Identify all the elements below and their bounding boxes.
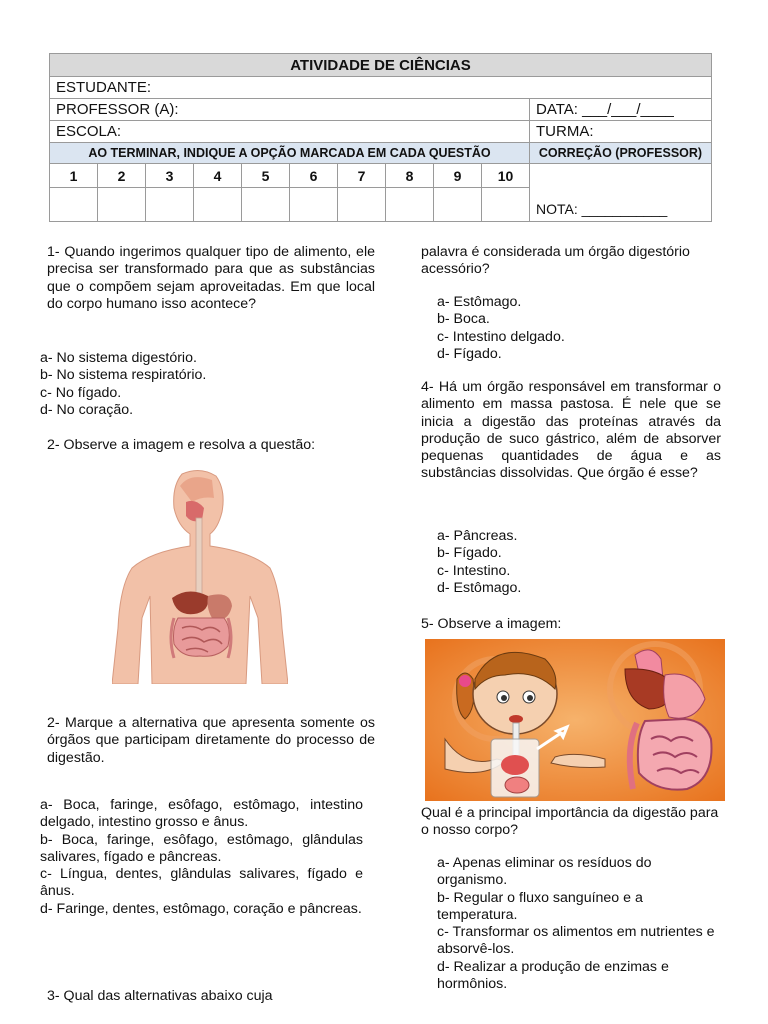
answer-instruction: AO TERMINAR, INDIQUE A OPÇÃO MARCADA EM CADA QUESTÃO — [50, 143, 530, 164]
date-field: DATA: ___/___/____ — [530, 99, 712, 121]
student-field: ESTUDANTE: — [50, 77, 712, 99]
question-2-text: 2- Marque a alternativa que apresenta somente os órgãos que participam diretamente do processo de digestão. — [47, 715, 375, 766]
option: c- Intestino delgado. — [437, 328, 565, 345]
answer-number: 8 — [386, 164, 434, 188]
question-1-options — [40, 350, 370, 419]
worksheet-title: ATIVIDADE DE CIÊNCIAS — [50, 54, 712, 77]
answer-number: 4 — [194, 164, 242, 188]
correction-label: CORREÇÃO (PROFESSOR) — [530, 143, 712, 164]
question-2-options — [40, 797, 363, 918]
answer-number: 6 — [290, 164, 338, 188]
option: c- Língua, dentes, glândulas salivares, fígado e ânus. — [40, 866, 363, 900]
question-5-options — [437, 855, 717, 993]
option: b- Fígado. — [437, 545, 502, 562]
question-2-intro: 2- Observe a imagem e resolva a questão: — [47, 437, 316, 453]
answer-box[interactable] — [386, 188, 434, 222]
option: c- Intestino. — [437, 562, 511, 579]
option: b- No sistema respiratório. — [40, 367, 207, 384]
answer-box[interactable] — [482, 188, 530, 222]
answer-number: 10 — [482, 164, 530, 188]
option: a- Estômago. — [437, 294, 522, 310]
answer-box[interactable] — [290, 188, 338, 222]
digestive-system-illustration — [112, 468, 288, 684]
option: d- Faringe, dentes, estômago, coração e pâncreas. — [40, 900, 362, 917]
option: b- Regular o fluxo sanguíneo e a temperatura. — [437, 889, 643, 923]
answer-box[interactable] — [194, 188, 242, 222]
option: a- Pâncreas. — [437, 528, 518, 544]
question-4-options — [437, 528, 727, 597]
answer-number: 9 — [434, 164, 482, 188]
cartoon-digestion-illustration — [425, 639, 725, 801]
answer-box[interactable] — [338, 188, 386, 222]
option: d- Estômago. — [437, 579, 522, 596]
question-3-options — [437, 294, 727, 363]
question-5-text: Qual é a principal importância da digestão para o nosso corpo? — [421, 805, 719, 839]
option: d- Realizar a produção de enzimas e hormônios. — [437, 958, 669, 993]
school-field: ESCOLA: — [50, 121, 530, 143]
question-3-text-start: 3- Qual das alternativas abaixo cuja — [47, 988, 273, 1004]
answer-box[interactable] — [98, 188, 146, 222]
answer-number: 1 — [50, 164, 98, 188]
answer-number: 7 — [338, 164, 386, 188]
answer-box[interactable] — [242, 188, 290, 222]
option: d- No coração. — [40, 401, 134, 418]
option: b- Boca, faringe, esôfago, estômago, glândulas salivares, fígado e pâncreas. — [40, 831, 363, 865]
answer-number: 2 — [98, 164, 146, 188]
option: a- No sistema digestório. — [40, 350, 197, 366]
option: b- Boca. — [437, 311, 490, 328]
question-4-text: 4- Há um órgão responsável em transformar o alimento em massa pastosa. É nele que se inicia a digestão das proteínas através da produção de suco gástrico, além de absorver pequenas quantidades de água e as substâncias dissolvidas. Que órgão é esse? — [421, 379, 721, 482]
question-1-text: 1- Quando ingerimos qualquer tipo de alimento, ele precisa ser transformado para que as substâncias que o compõem sejam aproveitadas. Em que local do corpo humano isso acontece? — [47, 244, 375, 312]
option: d- Fígado. — [437, 345, 502, 362]
answer-box[interactable] — [50, 188, 98, 222]
option: a- Boca, faringe, esôfago, estômago, intestino delgado, intestino grosso e ânus. — [40, 797, 363, 831]
option: c- Transformar os alimentos em nutrientes e absorvê-los. — [437, 924, 715, 958]
question-3-text-continued: palavra é considerada um órgão digestório acessório? — [421, 244, 690, 278]
option: c- No fígado. — [40, 384, 122, 401]
answer-number: 5 — [242, 164, 290, 188]
grade-field: NOTA: ___________ — [530, 164, 712, 222]
answer-box[interactable] — [146, 188, 194, 222]
answer-number: 3 — [146, 164, 194, 188]
option: a- Apenas eliminar os resíduos do organismo. — [437, 855, 652, 889]
question-5-intro: 5- Observe a imagem: — [421, 616, 562, 632]
class-field: TURMA: — [530, 121, 712, 143]
answer-box[interactable] — [434, 188, 482, 222]
teacher-field: PROFESSOR (A): — [50, 99, 530, 121]
header-table — [49, 53, 712, 222]
